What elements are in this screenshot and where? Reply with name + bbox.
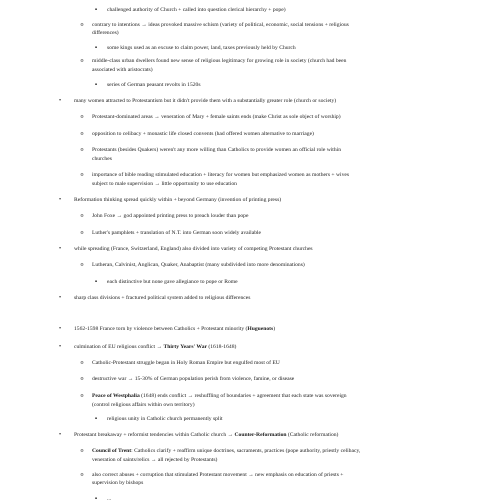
bullet-marker: o: [80, 262, 84, 268]
text-line: many women attracted to Protestantism but it didn't provide them with a substantially greater role (church or society): [74, 98, 337, 104]
bullet-marker: •: [58, 98, 62, 104]
text-line: ...: [107, 496, 112, 502]
bullet-marker: o: [80, 393, 84, 399]
text-line: each distinctive but none gave allegiance to pope or Rome: [107, 279, 238, 285]
bullet-marker: o: [80, 114, 84, 120]
bullet-marker: •: [58, 326, 62, 332]
bullet-marker: ▪: [94, 82, 98, 88]
bold-term: Peace of Westphalia: [92, 393, 140, 399]
text-line: Lutheran, Calvinist, Anglican, Quaker, Anabaptist (many subdivided into more denominations): [92, 262, 305, 268]
text-line: subject to male supervision → little opportunity to use education: [92, 181, 237, 187]
text-line: while spreading (France, Switzerland, England) also divided into variety of competing Protestant churches: [74, 246, 313, 252]
bullet-marker: o: [80, 472, 84, 478]
text-line: sharp class divisions + fractured political system added to religious differences: [74, 295, 251, 301]
bullet-marker: o: [80, 213, 84, 219]
text-line: middle-class urban dwellers found new sense of religious legitimacy for growing role in society (church had been: [92, 58, 347, 64]
text-line: Reformation thinking spread quickly within + beyond Germany (invention of printing press): [74, 197, 282, 203]
bold-term: Huguenots: [247, 326, 274, 332]
bullet-marker: •: [58, 197, 62, 203]
text-line: importance of bible reading stimulated education + literacy for women but emphasized women as mothers + wives: [92, 172, 350, 178]
text-line: contrary to intentions → ideas provoked massive schism (variety of political, economic, social tensions + religious: [92, 22, 349, 28]
bullet-marker: •: [58, 295, 62, 301]
text-line: churches: [92, 156, 112, 162]
bullet-marker: •: [58, 246, 62, 252]
text-line: destructive war → 15-30% of German population perish from violence, famine, or disease: [92, 376, 295, 382]
text-line: Protestant-dominated areas → veneration of Mary + female saints ends (make Christ as sole object of worship): [92, 114, 341, 120]
bullet-marker: o: [80, 172, 84, 178]
bullet-marker: o: [80, 58, 84, 64]
text-line: some kings used as an excuse to claim power, land, taxes previously held by Church: [107, 45, 296, 51]
text-line: Luther's pamphlets + translation of N.T. into German soon widely available: [92, 230, 262, 236]
bullet-marker: ▪: [94, 496, 98, 502]
text-line: Council of Trent: Catholics clarify + reaffirm unique doctrines, sacraments, practices (pope authority, priestly celibacy,: [92, 448, 361, 454]
text-line: Peace of Westphalia (1648) ends conflict → reshuffling of boundaries + agreement that each state was sovereign: [92, 393, 347, 399]
bold-term: Thirty Years' War: [163, 344, 207, 350]
bullet-marker: o: [80, 147, 84, 153]
text-line: (control religious affairs within own territory): [92, 402, 195, 408]
text-line: Catholic-Protestant struggle began in Holy Roman Empire but engulfed most of EU: [92, 360, 280, 366]
text-line: series of German peasant revolts in 1520s: [107, 82, 201, 88]
text-line: Protestant breakaway + reformist tendencies within Catholic church → Counter-Reformation (Catholic reformation): [74, 432, 339, 438]
text-line: supervision by bishops: [92, 480, 144, 486]
text-line: differences): [92, 30, 119, 36]
bullet-marker: o: [80, 230, 84, 236]
text-line: culmination of EU religious conflict → Thirty Years' War (1618-1648): [74, 344, 237, 350]
bold-term: Council of Trent: [92, 448, 132, 454]
text-line: associated with aristocrats): [92, 67, 153, 73]
text-line: opposition to celibacy + monastic life closed convents (had offered women alternative to marriage): [92, 131, 314, 137]
bullet-marker: ▪: [94, 45, 98, 51]
bullet-marker: ▪: [94, 416, 98, 422]
bullet-marker: ▪: [94, 279, 98, 285]
text-line: 1562-1598 France torn by violence between Catholics + Protestant minority (Huguenots): [74, 326, 276, 332]
text-line: veneration of saints/relics → all rejected by Protestants): [92, 457, 218, 463]
text-line: challenged authority of Church + called into question clerical hierarchy + pope): [107, 7, 286, 13]
bullet-marker: o: [80, 360, 84, 366]
bullet-marker: o: [80, 22, 84, 28]
bullet-marker: o: [80, 376, 84, 382]
text-line: John Foxe → god appointed printing press to preach louder than pope: [92, 213, 249, 219]
bullet-marker: ▪: [94, 7, 98, 13]
bullet-marker: o: [80, 448, 84, 454]
text-line: Protestants (besides Quakers) weren't any more willing than Catholics to provide women an official role within: [92, 147, 341, 153]
text-line: religious unity in Catholic church permanently split: [107, 416, 223, 422]
bullet-marker: •: [58, 432, 62, 438]
bullet-marker: o: [80, 131, 84, 137]
bold-term: Counter-Reformation: [234, 432, 287, 438]
text-line: also correct abuses + corruption that stimulated Protestant movement → new emphasis on education of priests +: [92, 472, 344, 478]
bullet-marker: •: [58, 344, 62, 350]
